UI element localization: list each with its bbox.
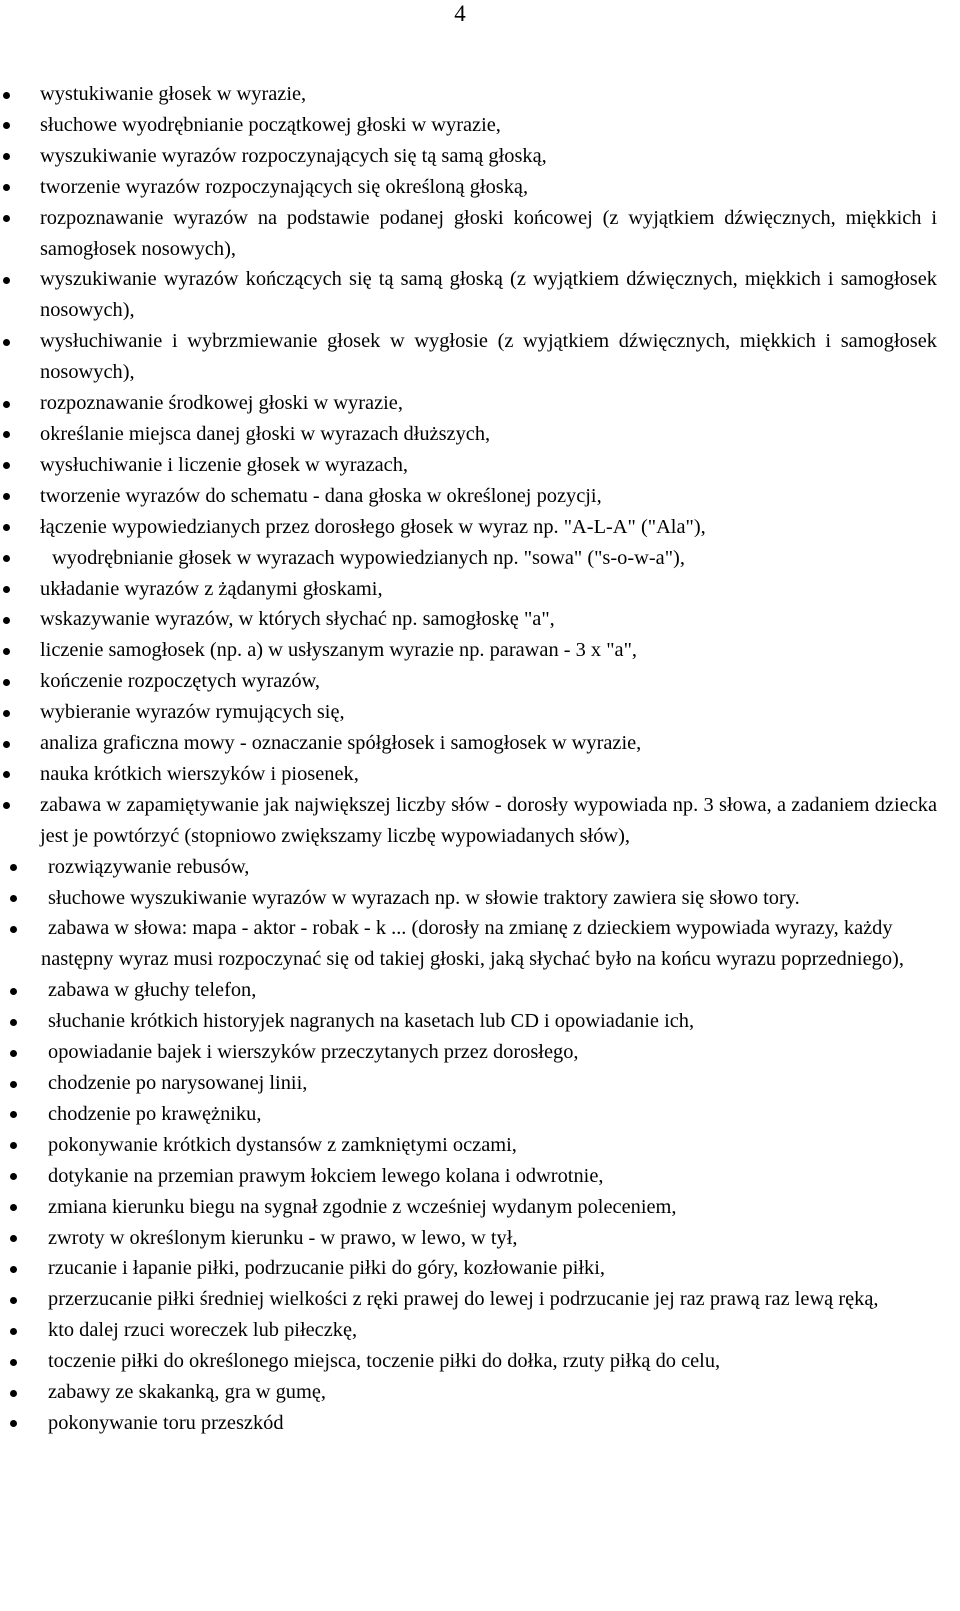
list-item-text: wystukiwanie głosek w wyrazie,: [40, 83, 307, 105]
list-item-text: przerzucanie piłki średniej wielkości z ręki prawej do lewej i podrzucanie jej raz prawą raz lewą ręką,: [48, 1288, 879, 1311]
list-item: [0, 326, 960, 388]
list-item-text: tworzenie wyrazów rozpoczynających się określoną głoską,: [40, 175, 529, 198]
list-item: [0, 604, 960, 635]
bullet-icon: [3, 277, 10, 284]
list-item-text: wysłuchiwanie i liczenie głosek w wyrazach,: [40, 453, 409, 476]
list-item: [0, 1377, 960, 1408]
bullet-icon: [10, 1359, 17, 1366]
list-item-text: tworzenie wyrazów do schematu - dana głoska w określonej pozycji,: [40, 484, 602, 507]
list-item: [0, 110, 960, 141]
bullet-icon: [10, 895, 17, 902]
bullet-icon: [3, 184, 10, 191]
list-item-text: zabawa w słowa: mapa - aktor - robak - k ... (dorosły na zmianę z dzieckiem wypowiada wyrazy, każdy następny wyraz musi rozpoczynać się od takiej głoski, jaką słychać było na końcu wyrazu poprzedniego),: [41, 917, 904, 971]
bullet-icon: [3, 802, 10, 809]
list-item: [0, 635, 960, 666]
bullet-icon: [10, 1297, 17, 1304]
list-item-text: pokonywanie toru przeszkód: [48, 1411, 284, 1434]
list-item-text: rozwiązywanie rebusów,: [48, 855, 250, 878]
list-item-text: zabawa w zapamiętywanie jak największej liczby słów - dorosły wypowiada np. 3 słowa, a zadaniem dziecka jest je powtórzyć (stopniowo zwiększamy liczbę wypowiadanych słów),: [40, 793, 937, 847]
bullet-icon: [10, 1266, 17, 1273]
list-item-text: wybieranie wyrazów rymujących się,: [40, 701, 345, 724]
bullet-icon: [3, 648, 10, 655]
list-item: [0, 264, 960, 326]
list-item: [0, 1037, 960, 1068]
list-item-text: wskazywanie wyrazów, w których słychać np. samogłoskę "a",: [40, 608, 555, 631]
bullet-icon: [3, 153, 10, 160]
bullet-icon: [3, 462, 10, 469]
list-item-text: pokonywanie krótkich dystansów z zamkniętymi oczami,: [48, 1133, 517, 1156]
list-item: [0, 79, 960, 110]
list-item: [0, 852, 960, 883]
bullet-icon: [3, 679, 10, 686]
bullet-icon: [3, 215, 10, 222]
bullet-icon: [10, 1142, 17, 1149]
list-item: [0, 1161, 960, 1192]
list-item-text: liczenie samogłosek (np. a) w usłyszanym wyrazie np. parawan - 3 x "a",: [40, 639, 638, 662]
bullet-icon: [10, 1019, 17, 1026]
bullet-icon: [10, 1173, 17, 1180]
list-item: [0, 141, 960, 172]
list-item: [0, 543, 960, 574]
list-item-text: łączenie wypowiedzianych przez dorosłego głosek w wyraz np. "A-L-A" ("Ala"),: [40, 515, 706, 538]
list-item: [0, 1006, 960, 1037]
list-item: [0, 419, 960, 450]
list-item-text: rzucanie i łapanie piłki, podrzucanie piłki do góry, kozłowanie piłki,: [48, 1257, 605, 1280]
bullet-icon: [3, 710, 10, 717]
list-item: [0, 203, 960, 265]
list-item: [0, 975, 960, 1006]
list-item: [0, 1130, 960, 1161]
bullet-icon: [10, 1050, 17, 1057]
bullet-icon: [10, 1204, 17, 1211]
list-item: [0, 1099, 960, 1130]
bullet-icon: [10, 926, 17, 933]
bullet-icon: [3, 122, 10, 129]
list-item: [0, 1346, 960, 1377]
list-item-text: chodzenie po narysowanej linii,: [48, 1072, 308, 1094]
list-item-text: zabawa w głuchy telefon,: [48, 979, 257, 1002]
list-item: [0, 913, 960, 975]
list-item-text: określanie miejsca danej głoski w wyrazach dłuższych,: [40, 422, 491, 445]
list-item: [0, 1068, 960, 1099]
bullet-icon: [10, 1328, 17, 1335]
bullet-icon: [3, 617, 10, 624]
list-item: [0, 574, 960, 605]
list-item-text: toczenie piłki do określonego miejsca, toczenie piłki do dołka, rzuty piłką do celu,: [48, 1350, 721, 1373]
list-item: [0, 1192, 960, 1223]
bullet-icon: [10, 1420, 17, 1427]
list-item: [0, 666, 960, 697]
bullet-icon: [10, 1390, 17, 1397]
list-item-text: zmiana kierunku biegu na sygnał zgodnie z wcześniej wydanym poleceniem,: [48, 1195, 677, 1218]
list-item-text: chodzenie po krawężniku,: [48, 1102, 262, 1125]
list-item: [0, 1408, 960, 1439]
list-item-text: nauka krótkich wierszyków i piosenek,: [40, 762, 359, 785]
bullet-icon: [3, 339, 10, 346]
list-item: [0, 697, 960, 728]
list-item-text: słuchowe wyodrębnianie początkowej głoski w wyrazie,: [40, 113, 501, 136]
bullet-icon: [3, 555, 10, 562]
list-item-text: opowiadanie bajek i wierszyków przeczytanych przez dorosłego,: [48, 1041, 579, 1064]
list-item-text: kto dalej rzuci woreczek lub piłeczkę,: [48, 1319, 358, 1342]
list-item-text: wysłuchiwanie i wybrzmiewanie głosek w wygłosie (z wyjątkiem dźwięcznych, miękkich i samogłosek nosowych),: [40, 330, 937, 384]
bullet-icon: [10, 1111, 17, 1118]
bullet-icon: [3, 493, 10, 500]
list-item: [0, 1253, 960, 1284]
bullet-icon: [3, 431, 10, 438]
list-item-text: rozpoznawanie wyrazów na podstawie podanej głoski końcowej (z wyjątkiem dźwięcznych, miękkich i samogłosek nosowych),: [40, 206, 937, 260]
bullet-icon: [10, 988, 17, 995]
list-item: [0, 1315, 960, 1346]
list-item-text: dotykanie na przemian prawym łokciem lewego kolana i odwrotnie,: [48, 1164, 604, 1187]
bullet-icon: [3, 586, 10, 593]
list-item-text: rozpoznawanie środkowej głoski w wyrazie,: [40, 392, 403, 415]
list-item: [0, 790, 960, 852]
list-item: [0, 728, 960, 759]
list-item-text: zabawy ze skakanką, gra w gumę,: [48, 1381, 326, 1404]
list-item-text: analiza graficzna mowy - oznaczanie spółgłosek i samogłosek w wyrazie,: [40, 732, 642, 755]
activity-bullet-list: [0, 79, 960, 1439]
list-item: [0, 1223, 960, 1254]
page-number: 4: [454, 1, 466, 26]
list-item-text: wyszukiwanie wyrazów kończących się tą samą głoską (z wyjątkiem dźwięcznych, miękkich i samogłosek nosowych),: [40, 268, 937, 322]
bullet-icon: [3, 771, 10, 778]
list-item-text: słuchowe wyszukiwanie wyrazów w wyrazach np. w słowie traktory zawiera się słowo tory.: [48, 886, 800, 909]
list-item: [0, 172, 960, 203]
list-item-text: układanie wyrazów z żądanymi głoskami,: [40, 577, 383, 600]
bullet-icon: [3, 524, 10, 531]
list-item-text: kończenie rozpoczętych wyrazów,: [40, 670, 321, 693]
list-item-text: wyodrębnianie głosek w wyrazach wypowiedzianych np. "sowa" ("s-o-w-a"),: [52, 546, 685, 569]
list-item-text: słuchanie krótkich historyjek nagranych na kasetach lub CD i opowiadanie ich,: [48, 1010, 695, 1033]
list-item: [0, 512, 960, 543]
bullet-icon: [3, 401, 10, 408]
bullet-icon: [3, 741, 10, 748]
bullet-icon: [10, 864, 17, 871]
list-item: [0, 883, 960, 914]
list-item-text: zwroty w określonym kierunku - w prawo, w lewo, w tył,: [48, 1226, 518, 1249]
bullet-icon: [3, 92, 10, 99]
list-item-text: wyszukiwanie wyrazów rozpoczynających się tą samą głoską,: [40, 144, 547, 167]
bullet-icon: [10, 1081, 17, 1088]
list-item: [0, 759, 960, 790]
list-item: [0, 450, 960, 481]
list-item: [0, 481, 960, 512]
bullet-icon: [10, 1235, 17, 1242]
list-item: [0, 388, 960, 419]
list-item: [0, 1284, 960, 1315]
